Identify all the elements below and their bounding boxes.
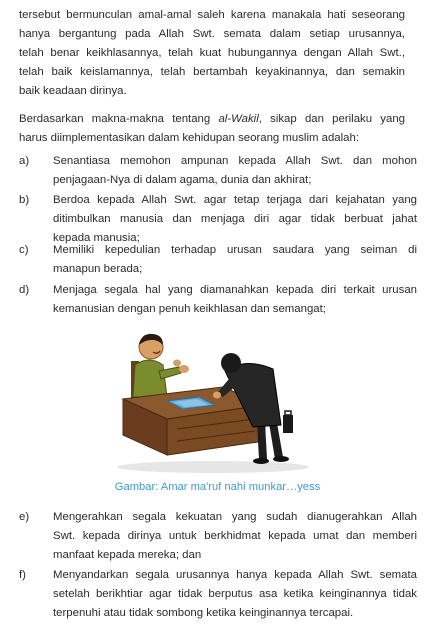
figure-caption: Gambar: Amar ma'ruf nahi munkar…yess xyxy=(114,481,321,493)
statement-paragraph xyxy=(19,110,405,148)
list-line: ditimbulkan manusia dan menjaga diri agar tidak berbuat jahat xyxy=(53,213,417,225)
statement-line-2: harus diimplementasikan dalam kehidupan seorang muslim adalah: xyxy=(19,132,360,144)
list-line: kemanusian dengan penuh keikhlasan dan semangat; xyxy=(53,303,326,315)
list-marker: a) xyxy=(19,155,30,167)
list-marker: f) xyxy=(19,569,26,581)
intro-line: telah benar keikhlasannya, telah kuat hubungannya dengan Allah Swt., xyxy=(19,47,405,59)
list-line: Memiliki kepedulian terhadap urusan saudara yang seiman di xyxy=(53,244,417,256)
statement-term: al-Wakil xyxy=(218,113,259,125)
list-line: penjagaan-Nya di dalam agama, dunia dan akhirat; xyxy=(53,174,312,186)
list-line: Berdoa kepada Allah Swt. agar tetap terjaga dari kejahatan yang xyxy=(53,194,417,206)
intro-line: baik keadaan dirinya. xyxy=(19,85,127,97)
list-line: Senantiasa memohon ampunan kepada Allah Swt. dan mohon xyxy=(53,155,417,167)
intro-line: tersebut bermunculan amal-amal saleh karena manakala hati seseorang xyxy=(19,9,405,21)
list-line: setelah berikhtiar agar tidak berputus asa ketika keinginannya tidak xyxy=(53,588,417,600)
list-line: manfaat kepada mereka; dan xyxy=(53,549,202,561)
statement-line-1 xyxy=(19,110,405,129)
list-marker: c) xyxy=(19,244,29,256)
list-line: Swt. kepada dirinya untuk berkhidmat kepada umat dan memberi xyxy=(53,530,417,542)
statement-pre: Berdasarkan makna-makna tentang xyxy=(19,113,219,125)
intro-line: hanya bergantung pada Allah Swt. semata dalam setiap urusannya, xyxy=(19,28,405,40)
list-line: Menyandarkan segala urusannya hanya kepada Allah Swt. semata xyxy=(53,569,417,581)
illustration-counseling-scene xyxy=(105,327,315,475)
list-line: Mengerahkan segala kekuatan yang sudah dianugerahkan Allah xyxy=(53,511,417,523)
list-marker: d) xyxy=(19,284,30,296)
list-marker: e) xyxy=(19,511,30,523)
list-line: terpenuhi atau tidak sombong ketika keinginannya tercapai. xyxy=(53,607,354,619)
list-line: kepada manusia; xyxy=(53,232,140,244)
statement-post: , sikap dan perilaku yang xyxy=(258,113,405,125)
seated-man-figure xyxy=(131,334,189,401)
intro-paragraph xyxy=(19,6,405,101)
list-line: manapun berada; xyxy=(53,263,143,275)
list-line: Menjaga segala hal yang diamanahkan kepada diri terkait urusan xyxy=(53,284,417,296)
list-marker: b) xyxy=(19,194,30,206)
intro-line: telah baik keislamannya, telah bertambah keyakinannya, dan semakin xyxy=(19,66,405,78)
